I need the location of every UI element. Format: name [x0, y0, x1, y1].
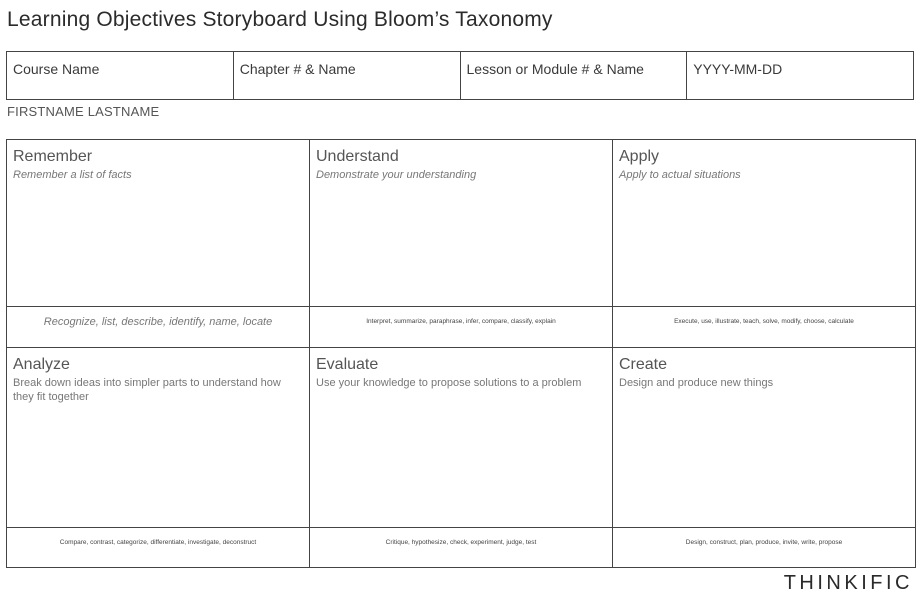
level-title: Remember — [13, 148, 93, 165]
level-title: Analyze — [13, 356, 70, 373]
level-title: Understand — [316, 148, 399, 165]
level-verbs: Recognize, list, describe, identify, name, locate — [43, 316, 273, 328]
level-title: Apply — [619, 148, 660, 165]
level-title: Evaluate — [316, 356, 379, 373]
course-info-table — [6, 51, 914, 100]
create-verbs-cell — [613, 528, 915, 567]
level-title: Create — [619, 356, 668, 373]
lesson-field[interactable]: Lesson or Module # & Name — [461, 52, 688, 99]
apply-box[interactable] — [613, 140, 915, 307]
blooms-grid — [6, 139, 916, 568]
date-field[interactable]: YYYY-MM-DD — [693, 61, 783, 77]
level-verbs: Execute, use, illustrate, teach, solve, modify, choose, calculate — [674, 318, 854, 325]
create-box[interactable] — [613, 348, 915, 528]
analyze-verbs-cell — [7, 528, 310, 567]
evaluate-verbs-cell — [310, 528, 613, 567]
understand-verbs-cell — [310, 307, 613, 348]
level-verbs: Critique, hypothesize, check, experiment, judge, test — [385, 539, 537, 546]
level-description: Demonstrate your understanding — [316, 169, 477, 181]
thinkific-logo: THINKIFIC — [783, 572, 913, 594]
level-verbs: Compare, contrast, categorize, differentiate, investigate, deconstruct — [59, 539, 257, 546]
page-title: Learning Objectives Storyboard Using Bloom’s Taxonomy — [7, 8, 553, 31]
remember-verbs-cell — [7, 307, 310, 348]
understand-box[interactable] — [310, 140, 613, 307]
apply-verbs-cell — [613, 307, 915, 348]
chapter-field[interactable]: Chapter # & Name — [234, 52, 461, 99]
level-verbs: Design, construct, plan, produce, invite, write, propose — [685, 539, 843, 546]
analyze-box[interactable] — [7, 348, 310, 528]
course-name-field[interactable]: Course Name — [7, 52, 234, 99]
level-description: Design and produce new things — [619, 377, 774, 389]
level-description: Break down ideas into simpler parts to understand how they fit together — [13, 377, 281, 403]
level-description: Remember a list of facts — [13, 169, 132, 181]
level-verbs: Interpret, summarize, paraphrase, infer, compare, classify, explain — [366, 318, 556, 325]
remember-box[interactable] — [7, 140, 310, 307]
author-name: FIRSTNAME LASTNAME — [7, 104, 160, 119]
level-description: Use your knowledge to propose solutions to a problem — [316, 377, 582, 389]
evaluate-box[interactable] — [310, 348, 613, 528]
level-description: Apply to actual situations — [619, 169, 741, 181]
